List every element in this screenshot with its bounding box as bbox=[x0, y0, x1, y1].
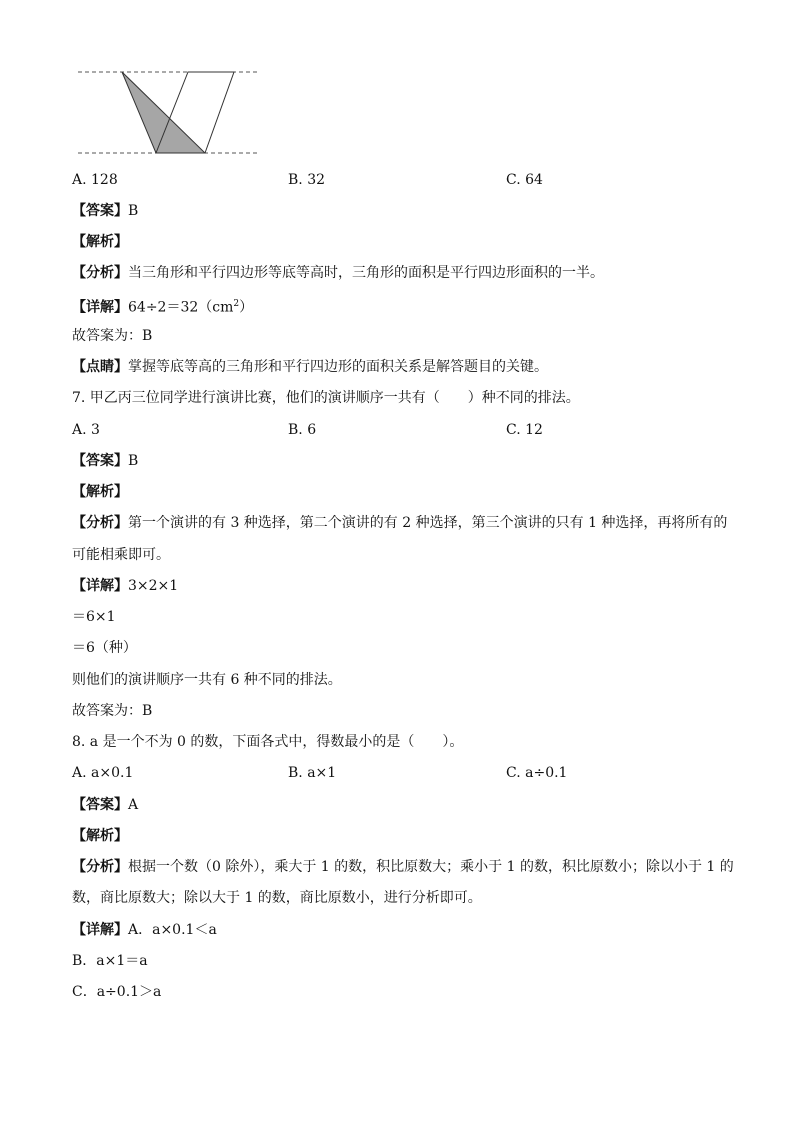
q7-answer bbox=[72, 451, 138, 471]
q6-answer-tag: 【答案】 bbox=[72, 203, 128, 219]
q6-option-a: A. 128 bbox=[72, 172, 118, 188]
q8-detail-line2: B．a×1＝a bbox=[72, 953, 148, 969]
q6-answer bbox=[72, 201, 138, 221]
q7-detail-tag: 【详解】 bbox=[72, 578, 128, 594]
q7-conclusion: 故答案为：B bbox=[72, 703, 153, 719]
shaded-triangle bbox=[122, 72, 205, 153]
q7-detail-line3: ＝6（种） bbox=[72, 640, 137, 656]
q6-point-tag: 【点睛】 bbox=[72, 359, 128, 375]
q7-answer-value: B bbox=[128, 453, 139, 469]
q6-detail bbox=[72, 294, 253, 318]
q7-fenxi-text1: 第一个演讲的有 3 种选择，第二个演讲的有 2 种选择，第三个演讲的只有 1 种选择，再将所有的 bbox=[128, 515, 728, 531]
q7-option-b: B. 6 bbox=[288, 422, 317, 438]
q6-answer-value: B bbox=[128, 203, 139, 219]
triangle-parallelogram-figure bbox=[76, 66, 262, 160]
q8-analysis-heading bbox=[72, 826, 128, 846]
q8-fenxi-line1 bbox=[72, 857, 734, 877]
q8-option-b: B. a×1 bbox=[288, 765, 337, 781]
q7-fenxi-line1 bbox=[72, 513, 727, 533]
q6-option-b: B. 32 bbox=[288, 172, 326, 188]
q8-answer bbox=[72, 795, 138, 815]
q8-fenxi-tag: 【分析】 bbox=[72, 859, 128, 875]
q6-detail-sup: 2 bbox=[233, 299, 240, 309]
q7-detail-line2: ＝6×1 bbox=[72, 609, 116, 625]
q8-answer-value: A bbox=[128, 797, 139, 813]
q7-detail-line1 bbox=[72, 576, 178, 596]
q6-detail-expr: 64÷2＝32（cm bbox=[128, 299, 234, 316]
q6-detail-tag: 【详解】 bbox=[72, 299, 128, 316]
q7-question: 7. 甲乙丙三位同学进行演讲比赛，他们的演讲顺序一共有（ ）种不同的排法。 bbox=[72, 390, 580, 406]
q8-detail-tag: 【详解】 bbox=[72, 922, 128, 938]
q7-fenxi-tag: 【分析】 bbox=[72, 515, 128, 531]
q7-analysis-heading bbox=[72, 482, 128, 502]
q6-fenxi-text: 当三角形和平行四边形等底等高时，三角形的面积是平行四边形面积的一半。 bbox=[128, 265, 604, 281]
q6-option-c: C. 64 bbox=[506, 172, 543, 188]
q7-detail-text1: 3×2×1 bbox=[128, 578, 179, 594]
q8-analysis-tag: 【解析】 bbox=[72, 828, 128, 844]
q6-analysis-tag: 【解析】 bbox=[72, 234, 128, 250]
q6-conclusion: 故答案为：B bbox=[72, 328, 153, 344]
q7-answer-tag: 【答案】 bbox=[72, 453, 128, 469]
q6-point-text: 掌握等底等高的三角形和平行四边形的面积关系是解答题目的关键。 bbox=[128, 359, 548, 375]
q6-point bbox=[72, 357, 548, 377]
q6-fenxi-tag: 【分析】 bbox=[72, 265, 128, 281]
q8-detail-text1: A．a×0.1＜a bbox=[128, 922, 217, 938]
q8-detail-line1 bbox=[72, 920, 217, 940]
q6-fenxi bbox=[72, 263, 604, 283]
q7-fenxi-line2: 可能相乘即可。 bbox=[72, 547, 170, 563]
q7-analysis-tag: 【解析】 bbox=[72, 484, 128, 500]
q8-question: 8. a 是一个不为 0 的数，下面各式中，得数最小的是（ ）。 bbox=[72, 734, 464, 750]
q7-option-c: C. 12 bbox=[506, 422, 543, 438]
q7-option-a: A. 3 bbox=[72, 422, 100, 438]
q8-fenxi-text1: 根据一个数（0 除外），乘大于 1 的数，积比原数大；乘小于 1 的数，积比原数小；除以小于 1 的 bbox=[128, 859, 734, 875]
q8-option-c: C. a÷0.1 bbox=[506, 765, 568, 781]
q6-analysis-heading bbox=[72, 232, 128, 252]
q7-detail-line4: 则他们的演讲顺序一共有 6 种不同的排法。 bbox=[72, 672, 342, 688]
q8-option-a: A. a×0.1 bbox=[72, 765, 134, 781]
q8-fenxi-line2: 数，商比原数大；除以大于 1 的数，商比原数小，进行分析即可。 bbox=[72, 890, 482, 906]
q8-detail-line3: C．a÷0.1＞a bbox=[72, 984, 162, 1000]
q8-answer-tag: 【答案】 bbox=[72, 797, 128, 813]
q6-detail-close: ） bbox=[239, 299, 254, 316]
